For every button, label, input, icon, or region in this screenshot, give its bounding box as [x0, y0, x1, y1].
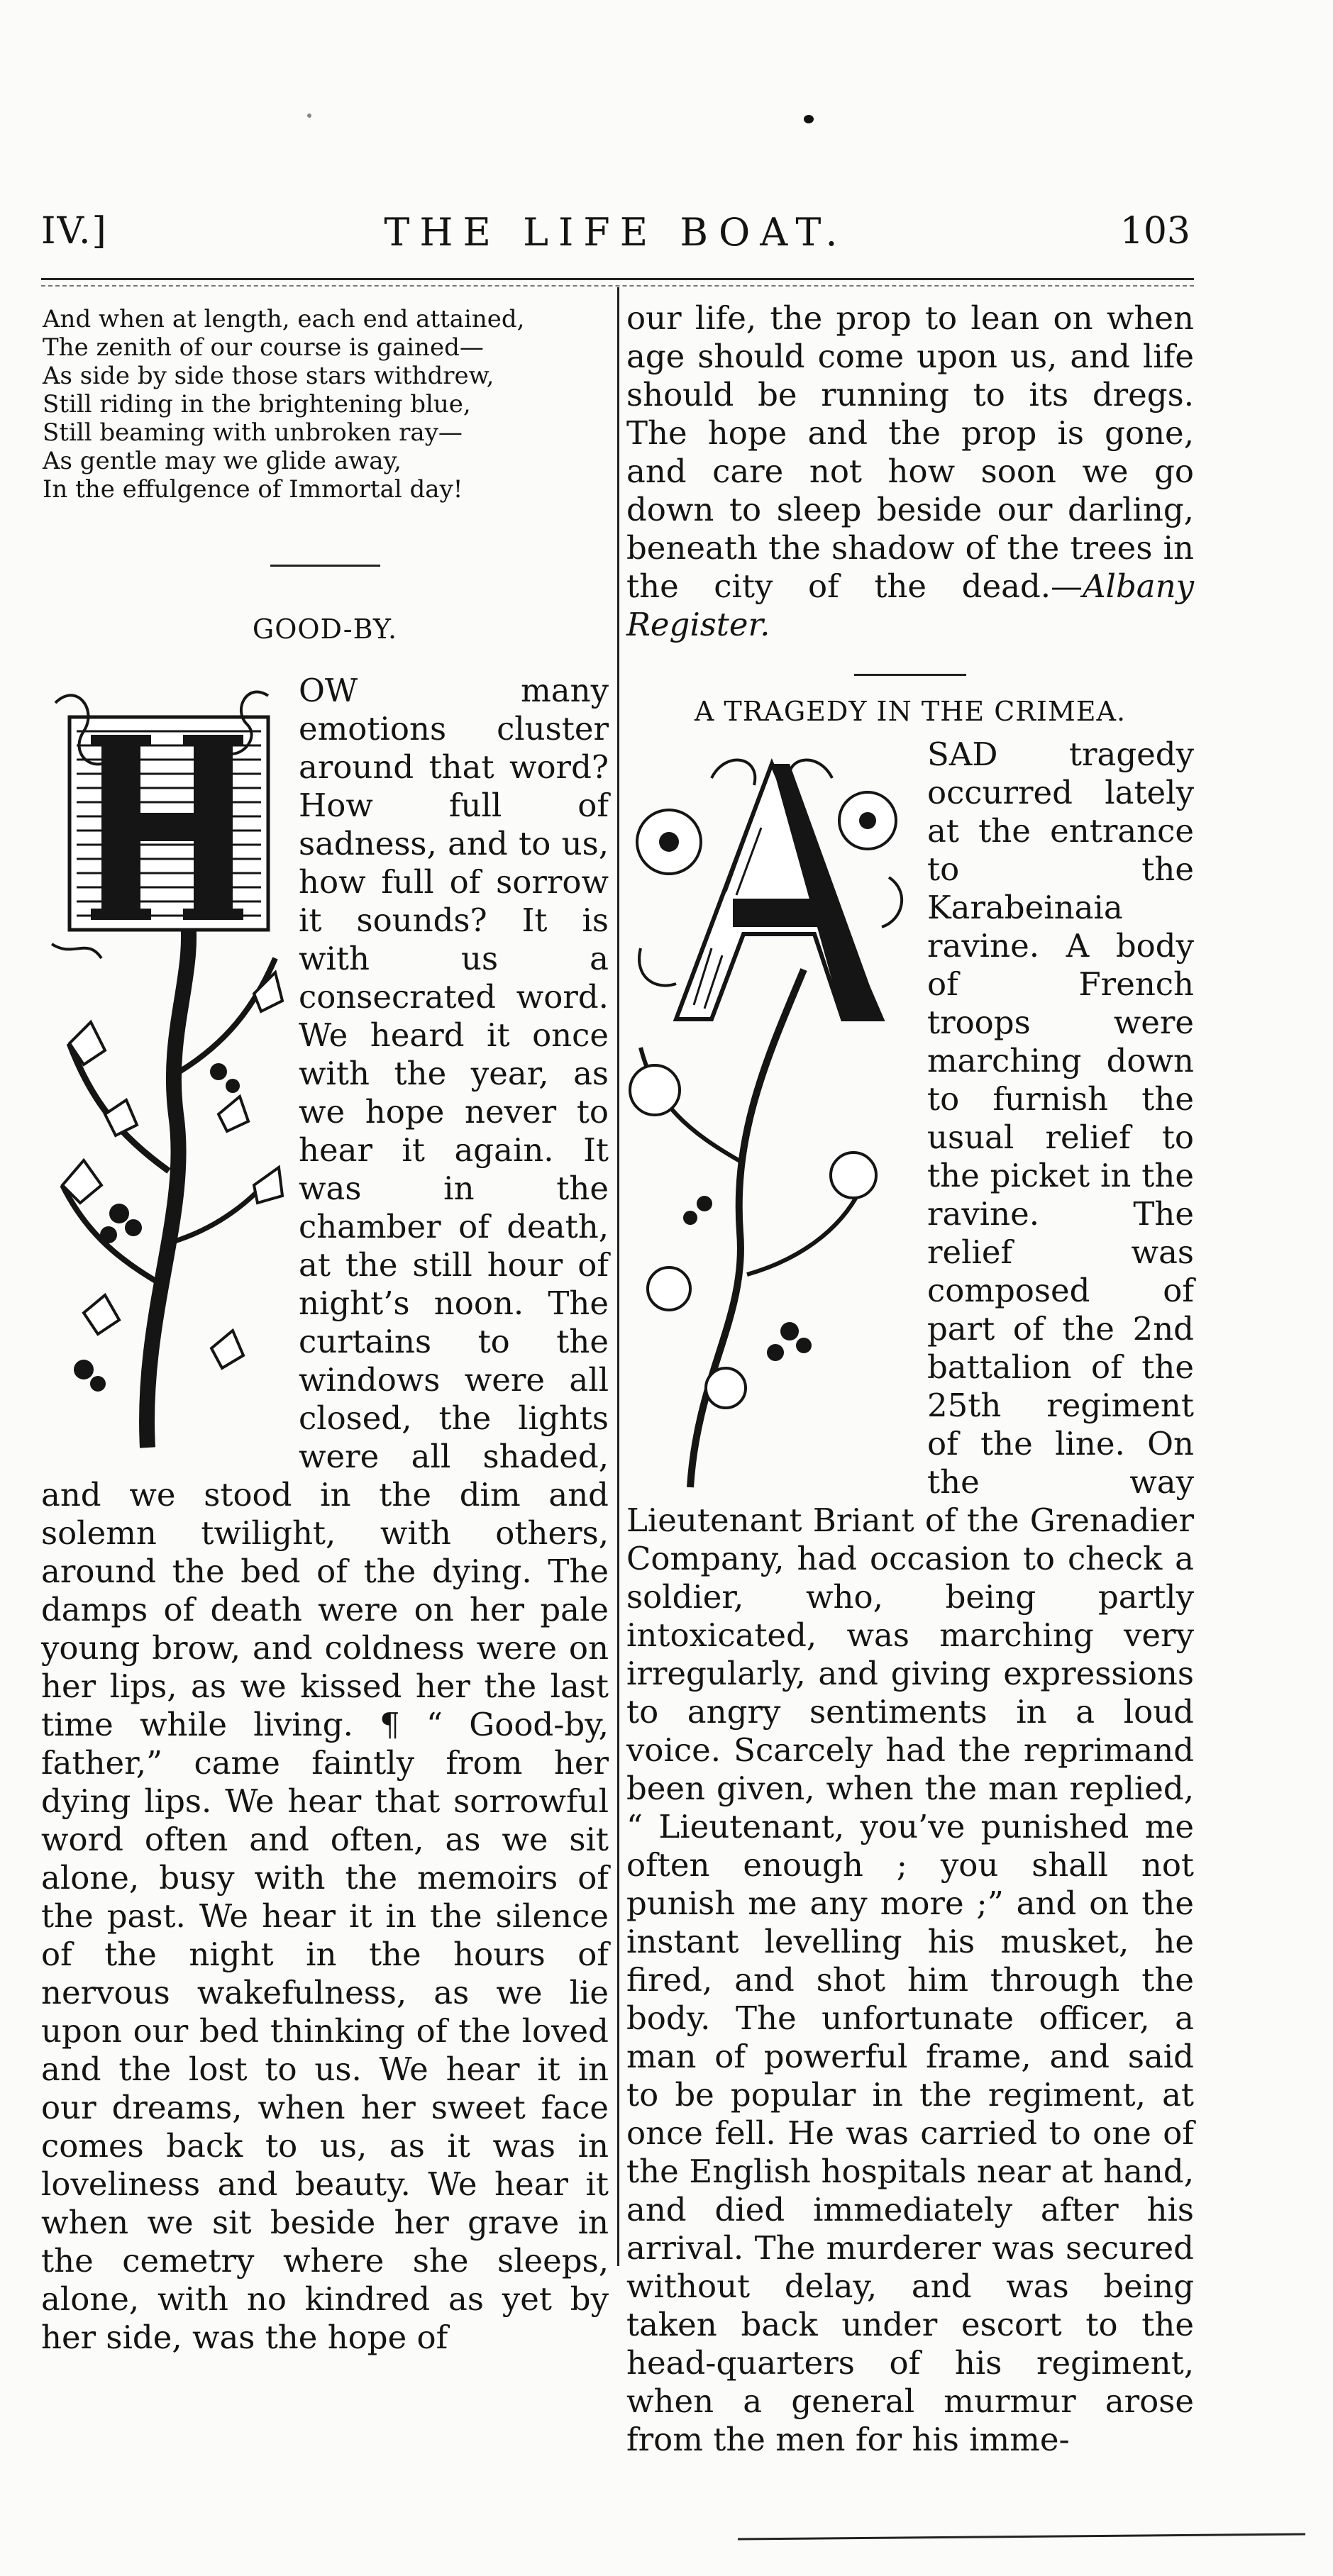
poem-line: As side by side those stars withdrew,: [43, 362, 494, 390]
page-number: 103: [1119, 210, 1190, 252]
section-number: IV.]: [41, 210, 108, 252]
poem-line: The zenith of our course is gained—: [43, 333, 484, 362]
header-rule-secondary: [41, 285, 1194, 287]
page-title: THE LIFE BOAT.: [384, 210, 848, 255]
article-body-tragedy: SAD tragedy occurred lately at the entrance to the Karabeinaia ravine. A body of French troops were marching down to furnish the usual relief to the picket in the ravine. The relief was composed of part of the 2nd battalion of the 25th regiment of the line. On the way Lieutenant Briant of the Grenadier Company, had occasion to check a soldier, who, being partly intoxicated, was marching very irregularly, and giving expressions to angry sentiments in a loud voice. Scarcely had the reprimand been given, when the man replied, “ Lieutenant, you’ve punished me often enough ; you shall not punish me any more ;” and on the instant levelling his musket, he fired, and shot him through the body. The unfortunate officer, a man of powerful frame, and said to be popular in the regiment, at once fell. He was carried to one of the English hospitals near at hand, and died immediately after his arrival. The murderer was secured without delay, and was being taken back under escort to the head-quarters of his regiment, when a general murmur arose from the men for his imme-: [626, 735, 1194, 2458]
section-rule: [854, 674, 966, 676]
running-header: [41, 207, 1190, 257]
poem-line: As gentle may we glide away,: [43, 447, 402, 475]
poem-line: Still riding in the brightening blue,: [43, 390, 471, 418]
bottom-rule: [738, 2533, 1305, 2541]
print-speck: [804, 115, 814, 123]
print-speck: [307, 113, 311, 118]
article-credit: Albany Register.: [626, 567, 1194, 643]
article-title-tragedy: A TRAGEDY IN THE CRIMEA.: [694, 696, 1127, 727]
poem-line: And when at length, each end attained,: [43, 305, 525, 333]
ornate-letter-a-icon: [626, 735, 917, 1494]
article-title-goodby: GOOD-BY.: [252, 614, 398, 645]
section-rule: [270, 565, 380, 567]
poem-stanza: [43, 305, 609, 504]
header-rule: [41, 278, 1194, 280]
poem-line: In the effulgence of Immortal day!: [43, 475, 463, 504]
left-column: [41, 291, 609, 2357]
ornate-letter-h-icon: [41, 674, 286, 1455]
article-body-goodby: OW many emotions cluster around that word? How full of sadness, and to us, how full of sorrow it sounds? It is with us a consecrated word. We heard it once with the year, as we hope never to hear it again. It was in the chamber of death, at the still hour of night’s noon. The curtains to the windows were all closed, the lights were all shaded, and we stood in the dim and solemn twilight, with others, around the bed of the dying. The damps of death were on her pale young brow, and coldness were on her lips, as we kissed her the last time while living. ¶ “ Good-by, father,” came faintly from her dying lips. We hear that sorrowful word often and often, as we sit alone, busy with the memoirs of the past. We hear it in the silence of the night in the hours of nervous wakefulness, as we lie upon our bed thinking of the loved and the lost to us. We hear it in our dreams, when her sweet face comes back to us, as it was in loveliness and beauty. We hear it when we sit beside her grave in the cemetry where she sleeps, alone, with no kindred as yet by her side, was the hope of: [41, 672, 609, 2356]
poem-line: Still beaming with unbroken ray—: [43, 418, 463, 447]
column-divider: [617, 287, 619, 2266]
right-column: [626, 291, 1194, 2459]
article-continuation-goodby: our life, the prop to lean on when age should come upon us, and life should be running to its dregs. The hope and the prop is gone, and care not how soon we go down to sleep beside our darling, beneath the shadow of the trees in the city of the dead.—Albany Register.: [626, 299, 1194, 643]
